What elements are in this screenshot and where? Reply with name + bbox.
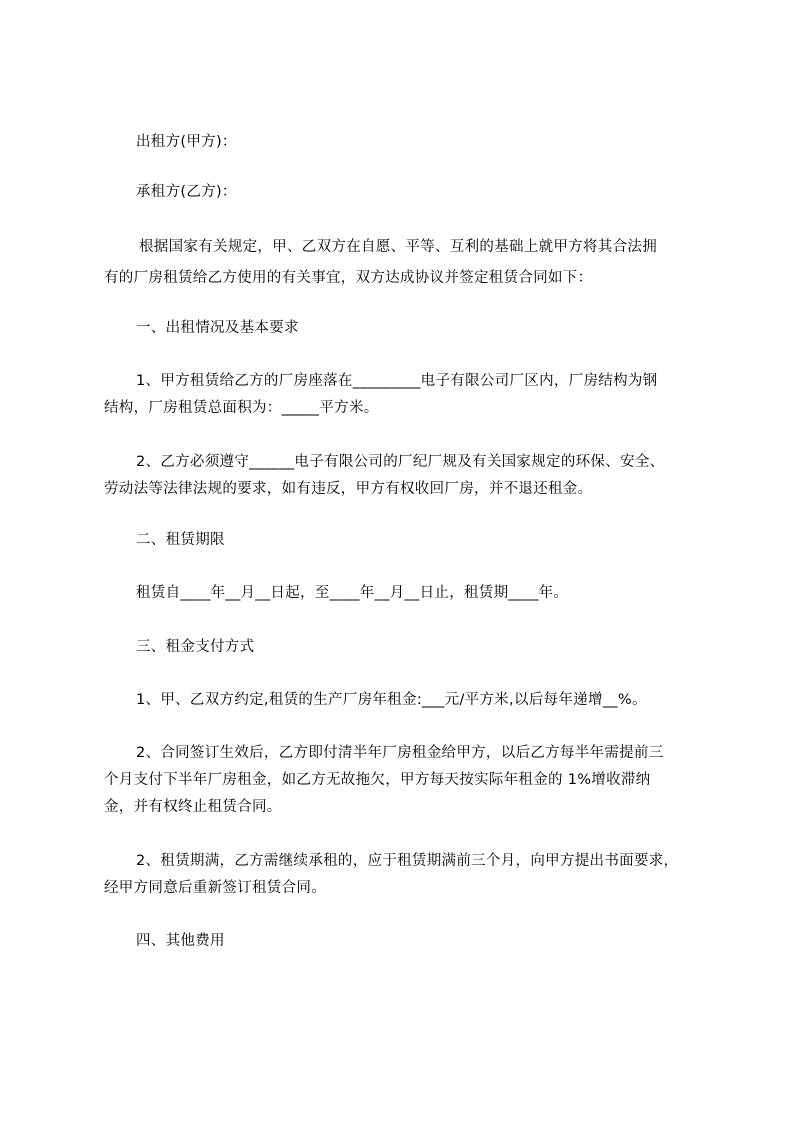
section-1-item-1-line-2: 结构，厂房租赁总面积为：_____平方米。 xyxy=(104,400,379,416)
section-3-item-2-line-2: 个月支付下半年厂房租金，如乙方无故拖欠，甲方每天按实际年租金的 1%增收滞纳 xyxy=(104,772,651,788)
section-4-heading: 四、其他费用 xyxy=(136,933,225,949)
party-b-line: 承租方(乙方)： xyxy=(136,184,237,200)
section-3-item-3-line-1: 2、租赁期满，乙方需继续承租的，应于租赁期满前三个月，向甲方提出书面要求， xyxy=(136,853,679,869)
section-1-item-2-line-1: 2、乙方必须遵守______电子有限公司的厂纪厂规及有关国家规定的环保、安全、 xyxy=(136,454,665,470)
section-3-item-2-line-3: 金，并有权终止租赁合同。 xyxy=(104,799,282,815)
section-1-heading: 一、出租情况及基本要求 xyxy=(136,320,299,336)
section-2-heading: 二、租赁期限 xyxy=(136,532,225,548)
section-2-term: 租赁自____年__月__日起，至____年__月__日止，租赁期____年。 xyxy=(136,585,569,601)
intro-line-2: 有的厂房租赁给乙方使用的有关事宜，双方达成协议并签定租赁合同如下： xyxy=(104,270,593,286)
intro-line-1: 根据国家有关规定，甲、乙双方在自愿、平等、互利的基础上就甲方将其合法拥 xyxy=(139,239,657,255)
section-3-heading: 三、租金支付方式 xyxy=(136,639,255,655)
party-a-line: 出租方(甲方)： xyxy=(136,134,237,150)
section-3-item-3-line-2: 经甲方同意后重新签订租赁合同。 xyxy=(104,880,326,896)
section-1-item-1-line-1: 1、甲方租赁给乙方的厂房座落在_________电子有限公司厂区内，厂房结构为钢 xyxy=(136,373,658,389)
section-3-item-1: 1、甲、乙双方约定,租赁的生产厂房年租金:___元/平方米,以后每年递增__%。 xyxy=(136,692,647,708)
section-3-item-2-line-1: 2、合同签订生效后，乙方即付清半年厂房租金给甲方，以后乙方每半年需提前三 xyxy=(136,745,664,761)
section-1-item-2-line-2: 劳动法等法律法规的要求，如有违反，甲方有权收回厂房，并不退还租金。 xyxy=(104,481,593,497)
